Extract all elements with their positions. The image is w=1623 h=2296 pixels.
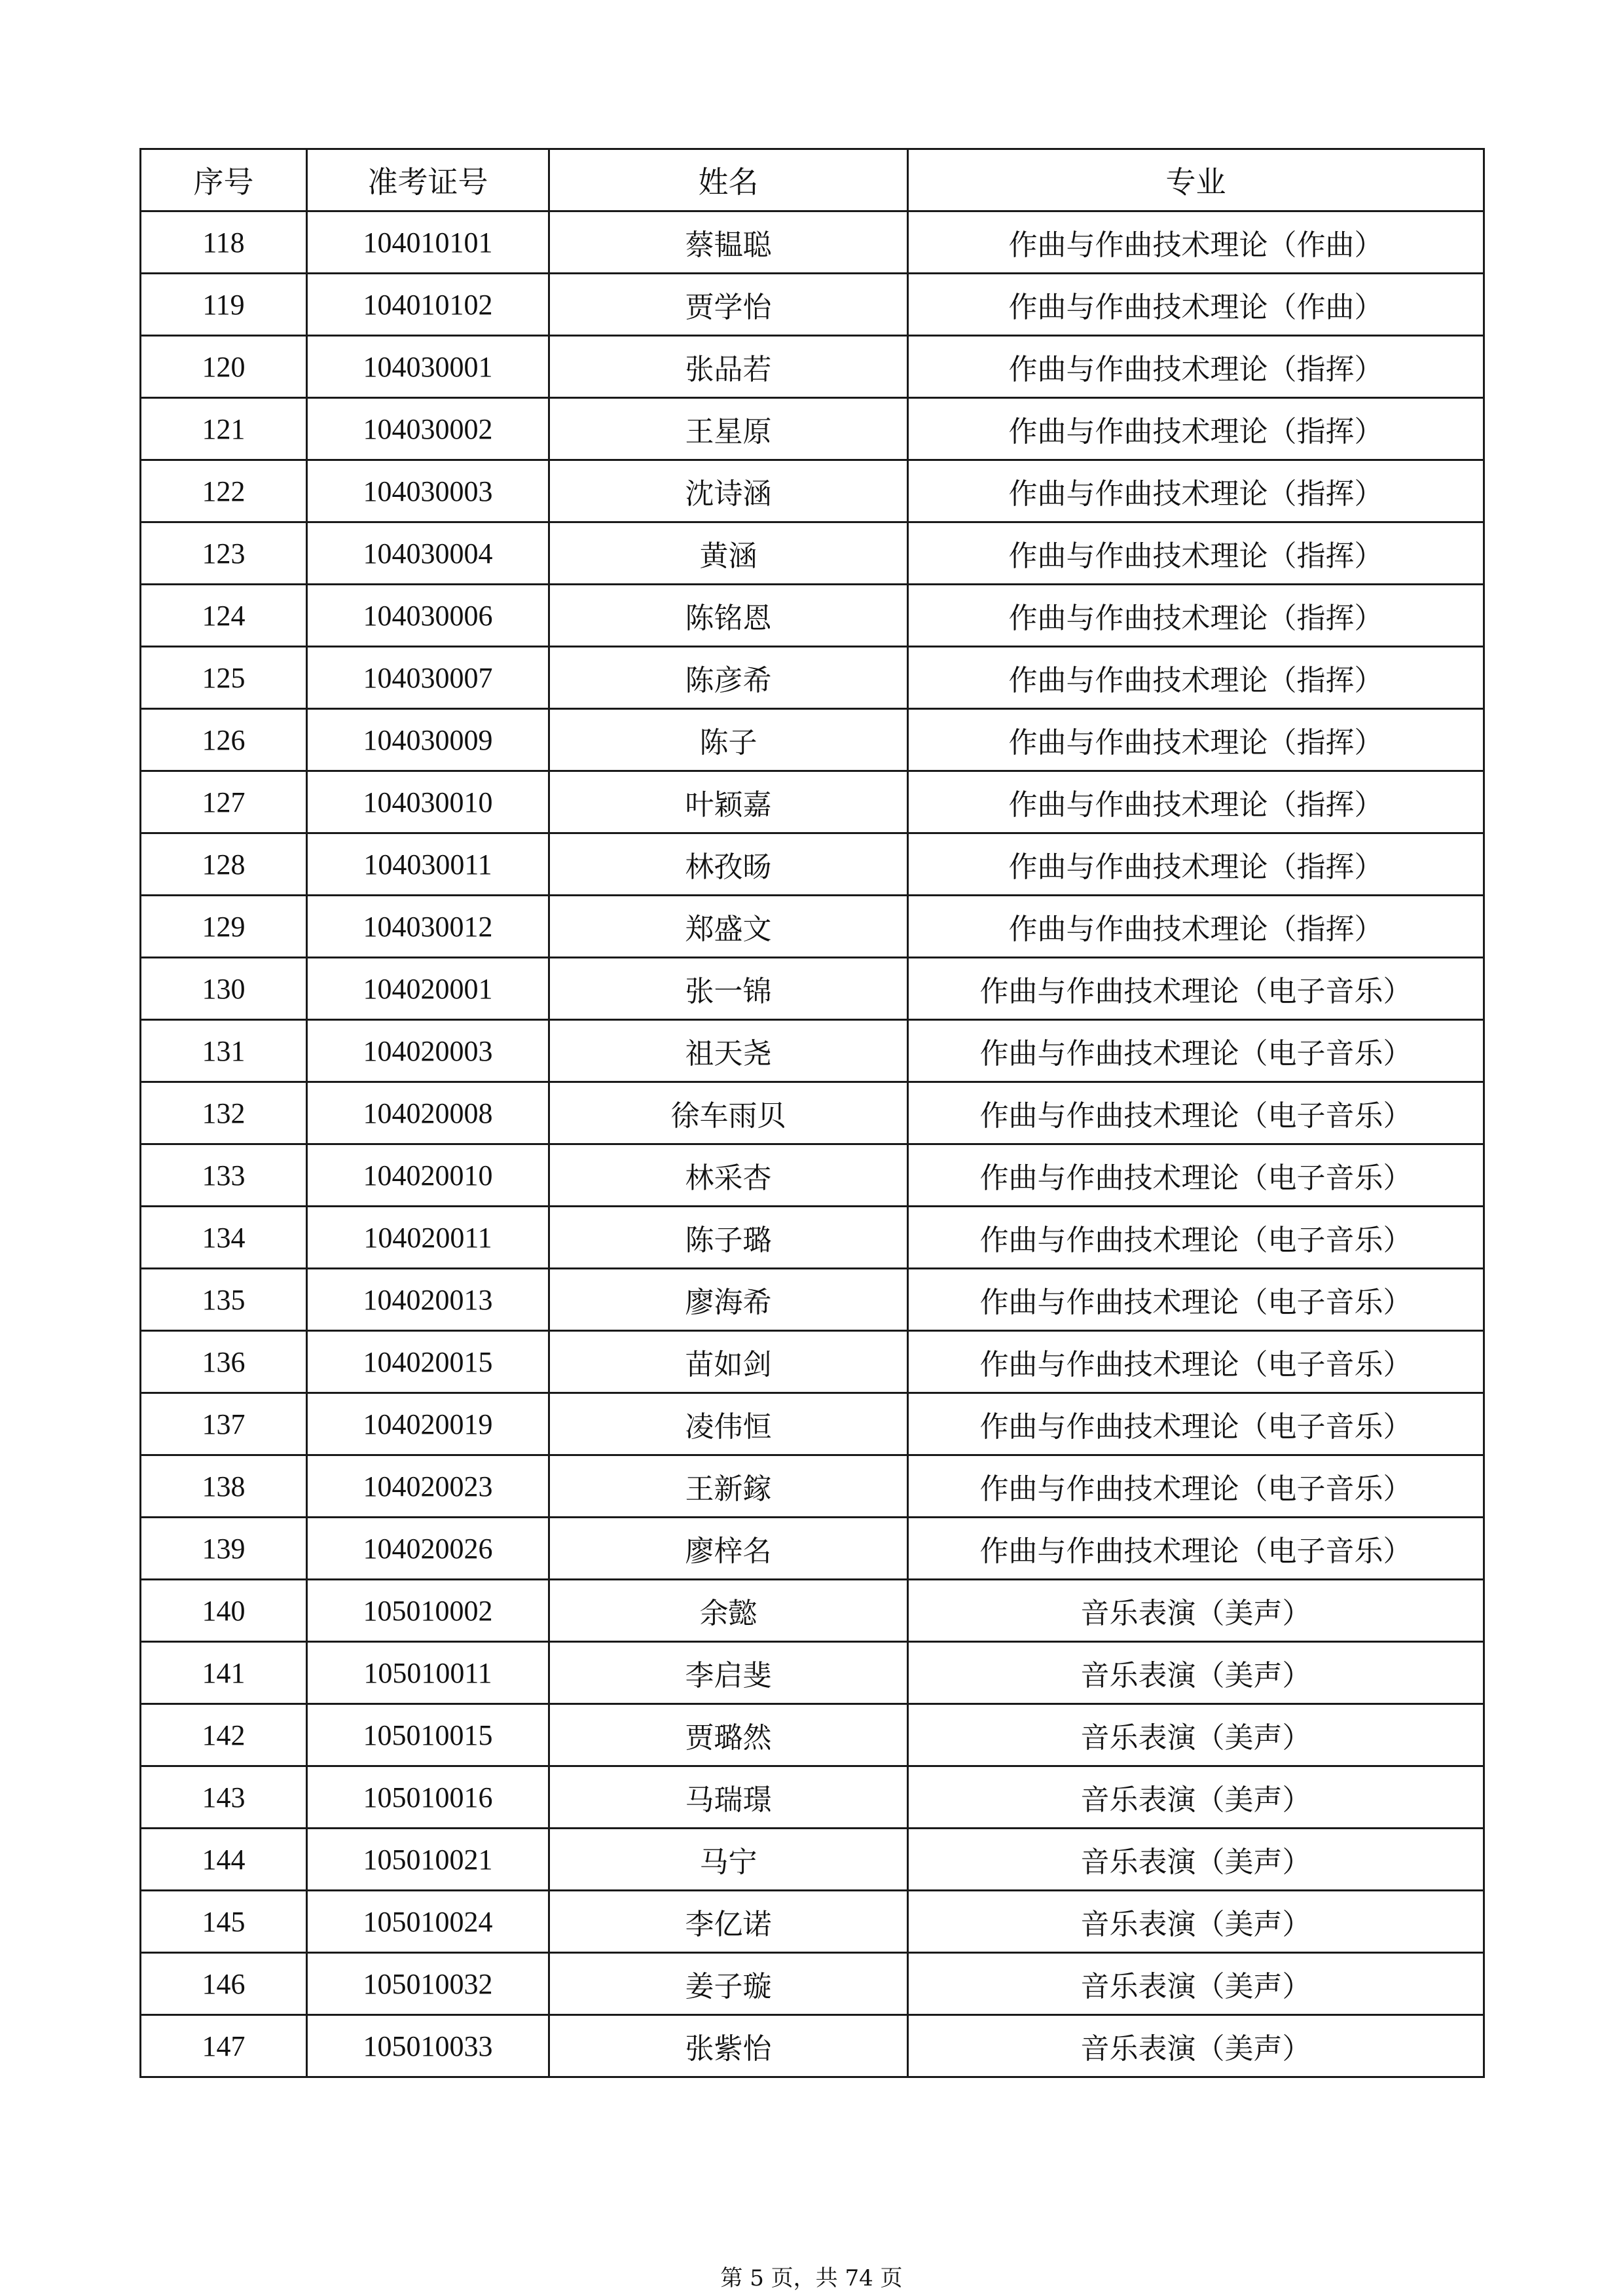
cell-name: 蔡韫聪: [549, 211, 908, 274]
cell-exam-id: 104020008: [307, 1082, 549, 1144]
cell-major: 作曲与作曲技术理论（作曲）: [908, 211, 1484, 274]
table-row: [141, 1953, 1484, 2015]
table-row: [141, 1207, 1484, 1269]
cell-name: 马宁: [549, 1829, 908, 1891]
cell-seq: 119: [141, 274, 307, 336]
cell-seq: 146: [141, 1953, 307, 2015]
header-row: [141, 149, 1484, 211]
cell-name: 贾学怡: [549, 274, 908, 336]
cell-seq: 138: [141, 1455, 307, 1518]
table-row: [141, 460, 1484, 522]
cell-exam-id: 104030012: [307, 896, 549, 958]
cell-name: 王星原: [549, 398, 908, 460]
page-footer: 第 5 页，共 74 页: [720, 2265, 903, 2291]
cell-name: 林孜旸: [549, 833, 908, 896]
cell-seq: 140: [141, 1580, 307, 1642]
cell-seq: 141: [141, 1642, 307, 1704]
cell-name: 廖梓名: [549, 1518, 908, 1580]
cell-name: 李启斐: [549, 1642, 908, 1704]
cell-major: 作曲与作曲技术理论（指挥）: [908, 771, 1484, 833]
cell-exam-id: 104030007: [307, 647, 549, 709]
table-row: [141, 958, 1484, 1020]
admission-list-table: [139, 148, 1485, 2078]
cell-major: 作曲与作曲技术理论（指挥）: [908, 833, 1484, 896]
cell-name: 郑盛文: [549, 896, 908, 958]
table-row: [141, 398, 1484, 460]
cell-exam-id: 104030002: [307, 398, 549, 460]
cell-name: 陈彦希: [549, 647, 908, 709]
cell-name: 凌伟恒: [549, 1393, 908, 1455]
cell-seq: 131: [141, 1020, 307, 1082]
cell-name: 张品若: [549, 336, 908, 398]
cell-exam-id: 104030004: [307, 522, 549, 585]
cell-name: 叶颖嘉: [549, 771, 908, 833]
cell-major: 作曲与作曲技术理论（指挥）: [908, 709, 1484, 771]
cell-seq: 120: [141, 336, 307, 398]
table-row: [141, 771, 1484, 833]
cell-exam-id: 104020019: [307, 1393, 549, 1455]
cell-name: 贾璐然: [549, 1704, 908, 1766]
cell-seq: 139: [141, 1518, 307, 1580]
cell-seq: 136: [141, 1331, 307, 1393]
cell-name: 王新鎵: [549, 1455, 908, 1518]
cell-major: 作曲与作曲技术理论（指挥）: [908, 460, 1484, 522]
table-row: [141, 211, 1484, 274]
cell-name: 廖海希: [549, 1269, 908, 1331]
cell-name: 李亿诺: [549, 1891, 908, 1953]
header-major: 专业: [908, 149, 1484, 211]
cell-major: 作曲与作曲技术理论（电子音乐）: [908, 1144, 1484, 1207]
table-row: [141, 1518, 1484, 1580]
cell-exam-id: 105010015: [307, 1704, 549, 1766]
table-row: [141, 709, 1484, 771]
cell-exam-id: 104020026: [307, 1518, 549, 1580]
cell-exam-id: 104020001: [307, 958, 549, 1020]
cell-major: 作曲与作曲技术理论（指挥）: [908, 585, 1484, 647]
cell-seq: 137: [141, 1393, 307, 1455]
cell-major: 音乐表演（美声）: [908, 1704, 1484, 1766]
cell-major: 音乐表演（美声）: [908, 1766, 1484, 1829]
cell-major: 音乐表演（美声）: [908, 1891, 1484, 1953]
cell-seq: 130: [141, 958, 307, 1020]
cell-exam-id: 104020010: [307, 1144, 549, 1207]
cell-major: 作曲与作曲技术理论（电子音乐）: [908, 1393, 1484, 1455]
table-row: [141, 1580, 1484, 1642]
table-row: [141, 647, 1484, 709]
cell-seq: 133: [141, 1144, 307, 1207]
cell-major: 作曲与作曲技术理论（电子音乐）: [908, 1455, 1484, 1518]
cell-major: 作曲与作曲技术理论（电子音乐）: [908, 1082, 1484, 1144]
cell-exam-id: 104030009: [307, 709, 549, 771]
cell-exam-id: 105010021: [307, 1829, 549, 1891]
cell-exam-id: 105010011: [307, 1642, 549, 1704]
table-row: [141, 1393, 1484, 1455]
cell-exam-id: 105010016: [307, 1766, 549, 1829]
cell-exam-id: 104030010: [307, 771, 549, 833]
cell-seq: 144: [141, 1829, 307, 1891]
cell-major: 作曲与作曲技术理论（指挥）: [908, 896, 1484, 958]
cell-major: 作曲与作曲技术理论（电子音乐）: [908, 1518, 1484, 1580]
table-row: [141, 336, 1484, 398]
cell-exam-id: 104030011: [307, 833, 549, 896]
cell-name: 陈铭恩: [549, 585, 908, 647]
cell-exam-id: 104010102: [307, 274, 549, 336]
cell-name: 徐车雨贝: [549, 1082, 908, 1144]
cell-exam-id: 104030003: [307, 460, 549, 522]
table-header: [141, 149, 1484, 211]
cell-seq: 135: [141, 1269, 307, 1331]
cell-name: 陈子: [549, 709, 908, 771]
table-row: [141, 274, 1484, 336]
cell-name: 张紫怡: [549, 2015, 908, 2077]
table-row: [141, 1020, 1484, 1082]
table-row: [141, 1455, 1484, 1518]
table-row: [141, 1891, 1484, 1953]
cell-major: 音乐表演（美声）: [908, 2015, 1484, 2077]
table-row: [141, 1269, 1484, 1331]
cell-seq: 118: [141, 211, 307, 274]
cell-exam-id: 104020013: [307, 1269, 549, 1331]
cell-major: 音乐表演（美声）: [908, 1829, 1484, 1891]
cell-name: 余懿: [549, 1580, 908, 1642]
cell-major: 作曲与作曲技术理论（指挥）: [908, 647, 1484, 709]
cell-exam-id: 105010002: [307, 1580, 549, 1642]
cell-major: 作曲与作曲技术理论（指挥）: [908, 398, 1484, 460]
cell-major: 音乐表演（美声）: [908, 1953, 1484, 2015]
cell-exam-id: 104030006: [307, 585, 549, 647]
cell-seq: 132: [141, 1082, 307, 1144]
cell-seq: 122: [141, 460, 307, 522]
cell-major: 作曲与作曲技术理论（电子音乐）: [908, 1020, 1484, 1082]
cell-name: 祖天尧: [549, 1020, 908, 1082]
cell-seq: 134: [141, 1207, 307, 1269]
cell-major: 作曲与作曲技术理论（指挥）: [908, 522, 1484, 585]
cell-exam-id: 104030001: [307, 336, 549, 398]
table-row: [141, 1766, 1484, 1829]
cell-seq: 143: [141, 1766, 307, 1829]
table-row: [141, 1082, 1484, 1144]
cell-major: 作曲与作曲技术理论（电子音乐）: [908, 1207, 1484, 1269]
cell-major: 作曲与作曲技术理论（作曲）: [908, 274, 1484, 336]
header-name: 姓名: [549, 149, 908, 211]
table-row: [141, 833, 1484, 896]
cell-seq: 124: [141, 585, 307, 647]
cell-exam-id: 105010032: [307, 1953, 549, 2015]
table-body: [141, 211, 1484, 2077]
cell-exam-id: 105010024: [307, 1891, 549, 1953]
cell-major: 作曲与作曲技术理论（电子音乐）: [908, 1269, 1484, 1331]
cell-exam-id: 104010101: [307, 211, 549, 274]
cell-major: 作曲与作曲技术理论（指挥）: [908, 336, 1484, 398]
cell-seq: 126: [141, 709, 307, 771]
table-row: [141, 522, 1484, 585]
header-seq: 序号: [141, 149, 307, 211]
cell-seq: 147: [141, 2015, 307, 2077]
cell-exam-id: 105010033: [307, 2015, 549, 2077]
cell-seq: 128: [141, 833, 307, 896]
cell-major: 作曲与作曲技术理论（电子音乐）: [908, 1331, 1484, 1393]
table-row: [141, 1331, 1484, 1393]
cell-seq: 127: [141, 771, 307, 833]
table-row: [141, 1829, 1484, 1891]
cell-name: 黄涵: [549, 522, 908, 585]
cell-major: 音乐表演（美声）: [908, 1580, 1484, 1642]
table-row: [141, 585, 1484, 647]
cell-seq: 123: [141, 522, 307, 585]
cell-exam-id: 104020015: [307, 1331, 549, 1393]
cell-name: 林采杏: [549, 1144, 908, 1207]
table-row: [141, 1642, 1484, 1704]
cell-major: 作曲与作曲技术理论（电子音乐）: [908, 958, 1484, 1020]
cell-seq: 129: [141, 896, 307, 958]
table-row: [141, 1144, 1484, 1207]
table-row: [141, 896, 1484, 958]
cell-name: 张一锦: [549, 958, 908, 1020]
cell-seq: 121: [141, 398, 307, 460]
cell-name: 苗如剑: [549, 1331, 908, 1393]
header-exam-id: 准考证号: [307, 149, 549, 211]
cell-seq: 142: [141, 1704, 307, 1766]
cell-name: 姜子璇: [549, 1953, 908, 2015]
cell-major: 音乐表演（美声）: [908, 1642, 1484, 1704]
cell-name: 沈诗涵: [549, 460, 908, 522]
cell-seq: 145: [141, 1891, 307, 1953]
cell-exam-id: 104020003: [307, 1020, 549, 1082]
cell-seq: 125: [141, 647, 307, 709]
cell-name: 陈子璐: [549, 1207, 908, 1269]
cell-exam-id: 104020023: [307, 1455, 549, 1518]
cell-exam-id: 104020011: [307, 1207, 549, 1269]
table-row: [141, 1704, 1484, 1766]
table-row: [141, 2015, 1484, 2077]
cell-name: 马瑞璟: [549, 1766, 908, 1829]
